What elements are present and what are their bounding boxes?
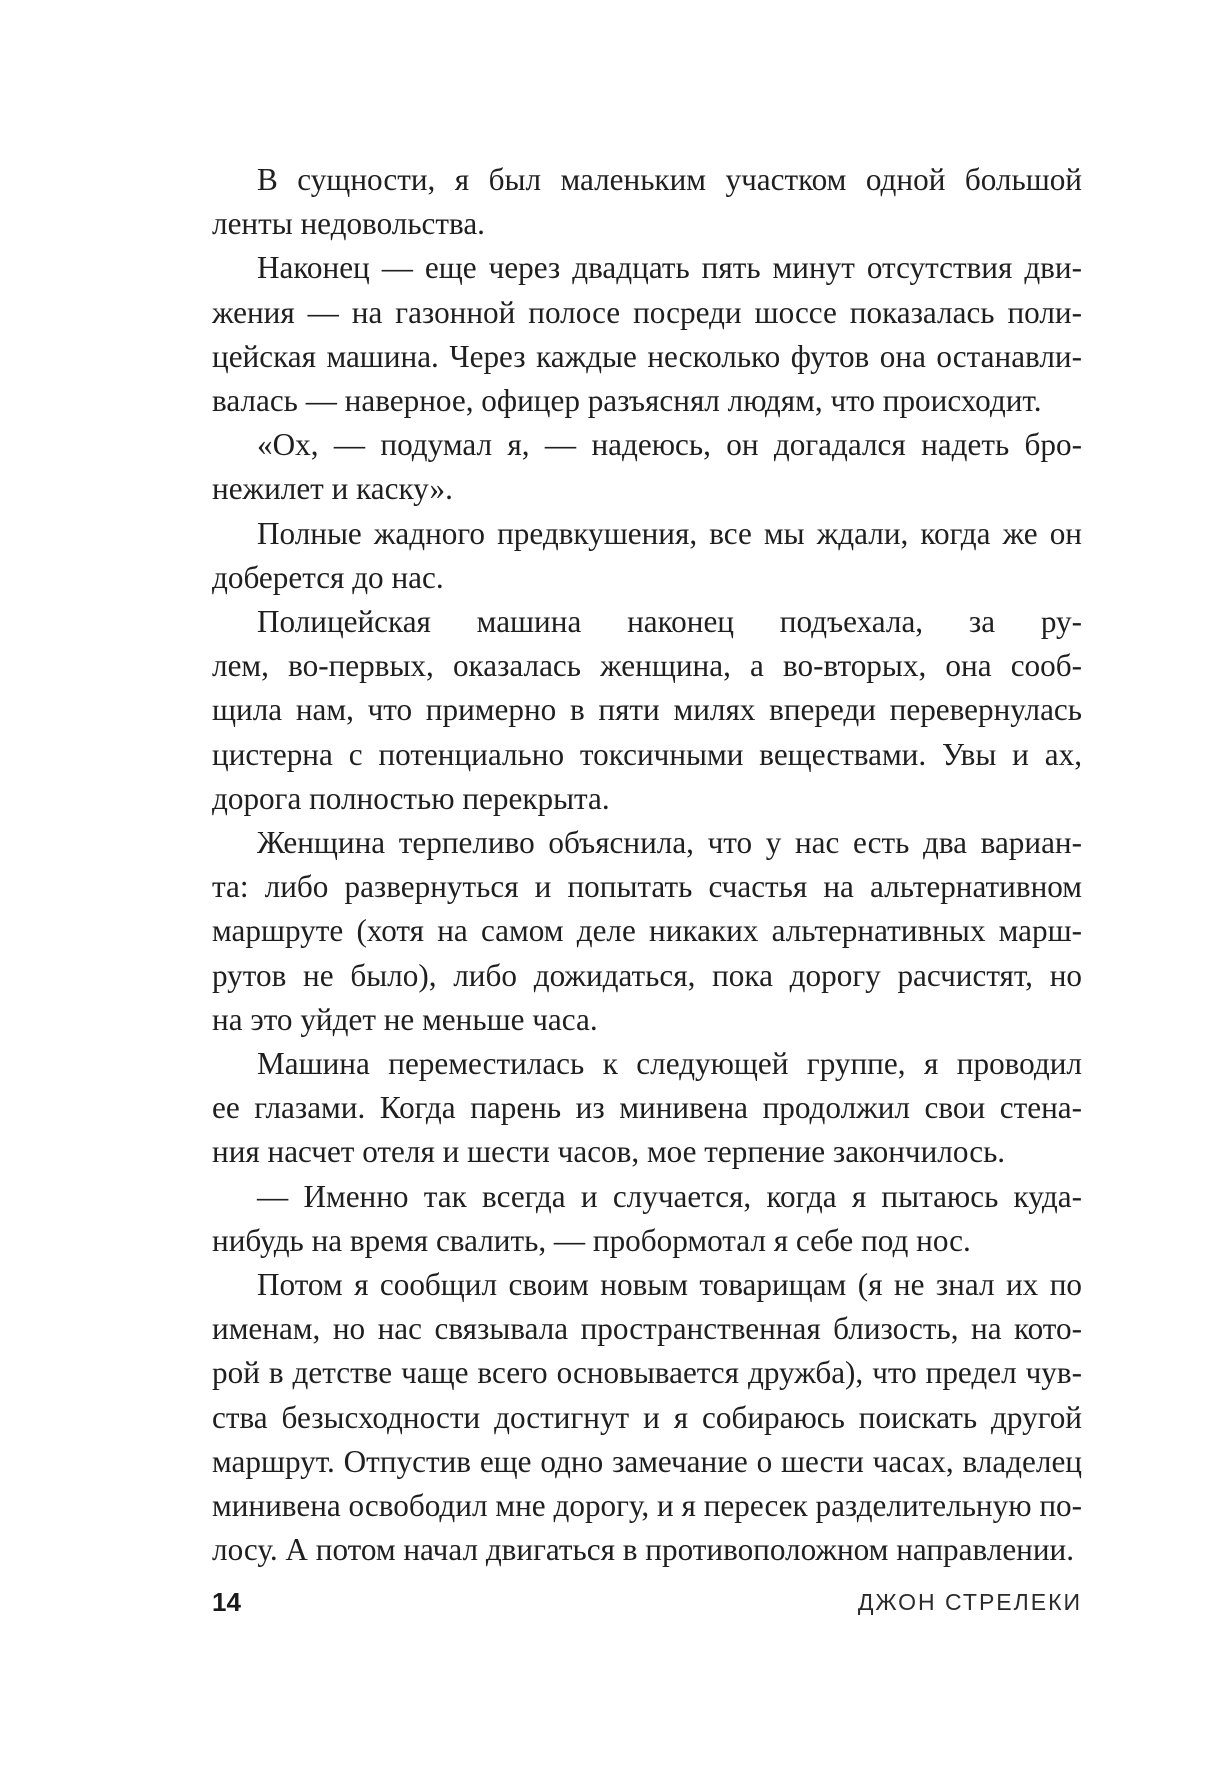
paragraph [212,821,1082,1042]
text-line: лем, во-первых, оказалась женщина, а во-вторых, она сооб- [212,648,1082,684]
text-line: цейская машина. Через каждые несколько футов она останавли- [212,338,1082,374]
text-line: «Ох, — подумал я, — надеюсь, он догадался надеть бро- [257,427,1082,463]
paragraph [212,1263,1082,1572]
text-line: нежилет и каску». [212,471,453,507]
body-text [212,158,1082,1573]
paragraph [212,1175,1082,1263]
paragraph [212,512,1082,600]
text-line: та: либо развернуться и попытать счастья на альтернативном [212,869,1082,905]
text-line: Женщина терпеливо объяснила, что у нас есть два вариан- [257,825,1082,861]
text-line: маршруте (хотя на самом деле никаких альтернативных марш- [212,913,1082,949]
running-footer-author: ДЖОН СТРЕЛЕКИ [857,1589,1082,1615]
text-line: валась — наверное, офицер разъяснял людям, что происходит. [212,383,1042,419]
text-line: Наконец — еще через двадцать пять минут отсутствия дви- [257,250,1082,286]
text-line: — Именно так всегда и случается, когда я пытаюсь куда- [257,1178,1082,1214]
text-line: Полные жадного предвкушения, все мы ждали, когда же он [257,515,1082,551]
paragraph [212,246,1082,423]
text-line: маршрут. Отпустив еще одно замечание о шести часах, владелец [212,1443,1082,1479]
page-number: 14 [212,1587,241,1617]
text-line: доберется до нас. [212,559,444,595]
text-line: нибудь на время свалить, — пробормотал я себе под нос. [212,1222,971,1258]
text-line: лосу. А потом начал двигаться в противоположном направлении. [212,1532,1075,1568]
paragraph [212,1042,1082,1175]
text-line: Потом я сообщил своим новым товарищам (я не знал их по [257,1267,1082,1303]
text-line: жения — на газонной полосе посреди шоссе показалась поли- [212,294,1082,330]
text-line: на это уйдет не меньше часа. [212,1001,598,1037]
page-footer [212,1587,1082,1627]
text-line: Полицейская машина наконец подъехала, за ру- [257,604,1082,640]
paragraph [212,600,1082,821]
text-line: ленты недовольства. [212,206,485,242]
text-line: минивена освободил мне дорогу, и я пересек разделительную по- [212,1488,1082,1524]
text-line: Машина переместилась к следующей группе, я проводил [257,1046,1082,1082]
text-line: ее глазами. Когда парень из минивена продолжил свои стена- [212,1090,1082,1126]
text-line: дорога полностью перекрыта. [212,780,610,816]
text-line: рой в детстве чаще всего основывается дружба), что предел чув- [212,1355,1082,1391]
text-line: В сущности, я был маленьким участком одной большой [257,162,1082,197]
paragraph [212,158,1082,246]
text-line: ния насчет отеля и шести часов, мое терпение закончилось. [212,1134,1006,1170]
paragraph [212,423,1082,511]
text-line: щила нам, что примерно в пяти милях впереди перевернулась [212,692,1082,728]
text-line: ства безысходности достигнут и я собираюсь поискать другой [212,1399,1082,1435]
text-line: именам, но нас связывала пространственная близость, на кото- [212,1311,1082,1347]
text-line: рутов не было), либо дожидаться, пока дорогу расчистят, но [212,957,1082,993]
text-line: цистерна с потенциально токсичными веществами. Увы и ах, [212,736,1082,772]
